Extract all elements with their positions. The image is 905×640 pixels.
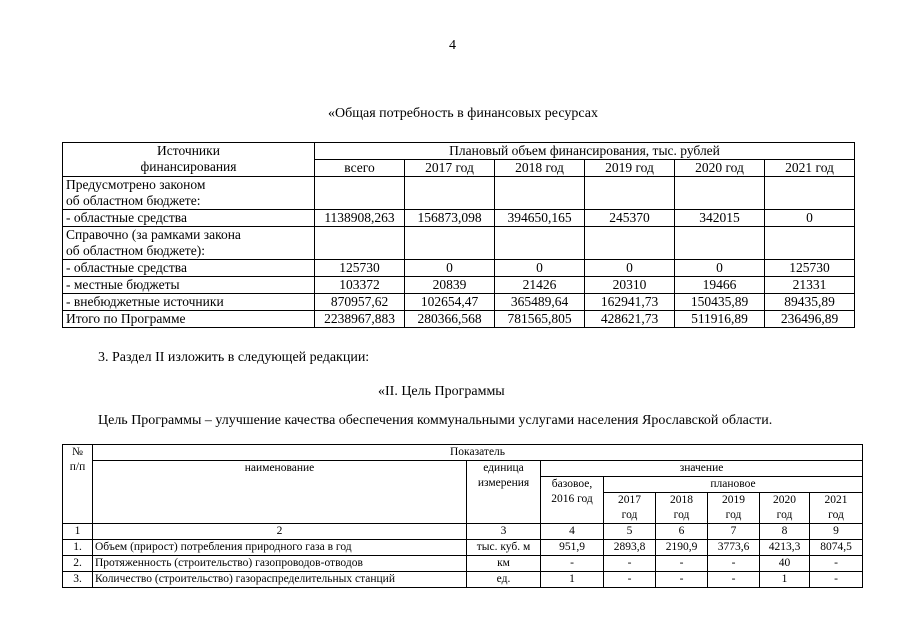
financing-source-label bbox=[63, 177, 315, 210]
financing-value: 21426 bbox=[495, 277, 585, 294]
financing-row bbox=[63, 177, 855, 210]
indicator-planned-value: - bbox=[810, 572, 863, 588]
financing-value bbox=[675, 227, 765, 260]
page-number: 4 bbox=[449, 38, 456, 53]
unit-header bbox=[467, 461, 541, 524]
indicator-name: Протяженность (строительство) газопроводов-отводов bbox=[93, 556, 467, 572]
column-number: 6 bbox=[656, 524, 708, 540]
value-header: значение bbox=[541, 461, 863, 477]
indicator-planned-value: - bbox=[708, 572, 760, 588]
financing-source-label-line: Итого по Программе bbox=[66, 311, 186, 326]
indicator-row bbox=[63, 556, 863, 572]
financing-row bbox=[63, 227, 855, 260]
year-header: 2018 год bbox=[495, 160, 585, 177]
financing-value bbox=[495, 227, 585, 260]
year-header: 2017 год bbox=[405, 160, 495, 177]
planned-year: 2017 bbox=[618, 494, 641, 506]
financing-value: 428621,73 bbox=[585, 311, 675, 328]
indicator-planned-value: 4213,3 bbox=[760, 540, 810, 556]
indicators-subheader-row bbox=[63, 461, 863, 477]
indicator-planned-value: - bbox=[604, 572, 656, 588]
plan-header: Плановый объем финансирования, тыс. рублей bbox=[315, 143, 855, 160]
financing-value: 342015 bbox=[675, 210, 765, 227]
year-header: 2020 год bbox=[675, 160, 765, 177]
financing-value: 0 bbox=[495, 260, 585, 277]
source-header-line2: финансирования bbox=[140, 159, 237, 174]
unit-header-line2: измерения bbox=[477, 477, 530, 489]
financing-value: 236496,89 bbox=[765, 311, 855, 328]
planned-year-header bbox=[760, 493, 810, 524]
financing-value: 21331 bbox=[765, 277, 855, 294]
financing-value: 125730 bbox=[315, 260, 405, 277]
total-header: всего bbox=[315, 160, 405, 177]
financing-row bbox=[63, 277, 855, 294]
financing-value: 394650,165 bbox=[495, 210, 585, 227]
financing-row bbox=[63, 260, 855, 277]
financing-value: 365489,64 bbox=[495, 294, 585, 311]
financing-value bbox=[405, 227, 495, 260]
indicator-name: Количество (строительство) газораспределительных станций bbox=[93, 572, 467, 588]
financing-value: 19466 bbox=[675, 277, 765, 294]
indicator-planned-value: 40 bbox=[760, 556, 810, 572]
year-header: 2021 год bbox=[765, 160, 855, 177]
planned-year-word: год bbox=[725, 509, 742, 521]
financing-source-label-line: об областном бюджете): bbox=[66, 243, 205, 258]
financing-value bbox=[765, 177, 855, 210]
column-number: 7 bbox=[708, 524, 760, 540]
financing-value: 870957,62 bbox=[315, 294, 405, 311]
indicator-unit: тыс. куб. м bbox=[467, 540, 541, 556]
financing-value: 2238967,883 bbox=[315, 311, 405, 328]
goal-title: «II. Цель Программы bbox=[378, 384, 505, 399]
indicator-unit: ед. bbox=[467, 572, 541, 588]
indicator-name: Объем (прирост) потребления природного газа в год bbox=[93, 540, 467, 556]
financing-value: 156873,098 bbox=[405, 210, 495, 227]
column-number: 4 bbox=[541, 524, 604, 540]
financing-value: 0 bbox=[585, 260, 675, 277]
financing-value: 20839 bbox=[405, 277, 495, 294]
financing-value: 150435,89 bbox=[675, 294, 765, 311]
source-header-line1: Источники bbox=[157, 143, 220, 158]
financing-value: 103372 bbox=[315, 277, 405, 294]
goal-text: Цель Программы – улучшение качества обеспечения коммунальными услугами населения Ярославской области. bbox=[98, 413, 773, 428]
financing-row bbox=[63, 294, 855, 311]
planned-year-header bbox=[656, 493, 708, 524]
num-header-line2: п/п bbox=[69, 461, 86, 473]
financing-source-label-line: об областном бюджете: bbox=[66, 193, 201, 208]
indicators-table bbox=[62, 444, 863, 588]
year-header: 2019 год bbox=[585, 160, 675, 177]
indicator-planned-value: - bbox=[604, 556, 656, 572]
num-header bbox=[63, 445, 93, 524]
financing-value: 245370 bbox=[585, 210, 675, 227]
planned-header: плановое bbox=[604, 477, 863, 493]
indicator-number: 1. bbox=[63, 540, 93, 556]
financing-row bbox=[63, 311, 855, 328]
indicators-header-row bbox=[63, 445, 863, 461]
financing-value bbox=[585, 177, 675, 210]
planned-year: 2018 bbox=[670, 494, 693, 506]
financing-value: 0 bbox=[765, 210, 855, 227]
indicator-number: 3. bbox=[63, 572, 93, 588]
financing-value bbox=[315, 177, 405, 210]
planned-year: 2020 bbox=[773, 494, 796, 506]
financing-value: 1138908,263 bbox=[315, 210, 405, 227]
planned-year: 2021 bbox=[824, 494, 848, 506]
financing-value: 89435,89 bbox=[765, 294, 855, 311]
indicator-planned-value: - bbox=[656, 572, 708, 588]
financing-value: 0 bbox=[405, 260, 495, 277]
column-number: 3 bbox=[467, 524, 541, 540]
base-header-line1: базовое, bbox=[551, 478, 593, 490]
indicator-number: 2. bbox=[63, 556, 93, 572]
financing-source-label bbox=[63, 260, 315, 277]
indicator-planned-value: 2190,9 bbox=[656, 540, 708, 556]
num-header-line1: № bbox=[72, 446, 83, 458]
indicator-base-value: 1 bbox=[541, 572, 604, 588]
column-number: 9 bbox=[810, 524, 863, 540]
column-number: 1 bbox=[63, 524, 93, 540]
financing-source-label-line: - местные бюджеты bbox=[66, 277, 180, 292]
base-header bbox=[541, 477, 604, 524]
planned-year-word: год bbox=[621, 509, 638, 521]
financing-value bbox=[405, 177, 495, 210]
financing-source-label bbox=[63, 277, 315, 294]
indicator-planned-value: 1 bbox=[760, 572, 810, 588]
financing-source-label-line: Справочно (за рамками закона bbox=[66, 227, 241, 242]
column-number: 5 bbox=[604, 524, 656, 540]
financing-source-label bbox=[63, 311, 315, 328]
unit-header-line1: единица bbox=[483, 462, 524, 474]
financing-value: 511916,89 bbox=[675, 311, 765, 328]
indicator-planned-value: 8074,5 bbox=[810, 540, 863, 556]
indicators-column-numbers-row bbox=[63, 524, 863, 540]
section-note: 3. Раздел II изложить в следующей редакции: bbox=[98, 350, 370, 365]
financing-value: 162941,73 bbox=[585, 294, 675, 311]
financing-value bbox=[315, 227, 405, 260]
financing-value bbox=[675, 177, 765, 210]
financing-value: 0 bbox=[675, 260, 765, 277]
financing-header-row bbox=[63, 143, 855, 160]
name-header: наименование bbox=[93, 461, 467, 524]
indicator-row bbox=[63, 572, 863, 588]
financing-value: 781565,805 bbox=[495, 311, 585, 328]
planned-year-word: год bbox=[828, 509, 844, 521]
financing-value: 20310 bbox=[585, 277, 675, 294]
planned-year-word: год bbox=[673, 509, 690, 521]
column-number: 2 bbox=[93, 524, 467, 540]
indicator-unit: км bbox=[467, 556, 541, 572]
financing-source-label-line: Предусмотрено законом bbox=[66, 177, 206, 192]
financing-source-label-line: - областные средства bbox=[66, 260, 187, 275]
indicator-planned-value: 2893,8 bbox=[604, 540, 656, 556]
financing-source-label bbox=[63, 294, 315, 311]
column-number: 8 bbox=[760, 524, 810, 540]
financing-source-label-line: - внебюджетные источники bbox=[66, 294, 224, 309]
planned-year-header bbox=[810, 493, 863, 524]
financing-source-label bbox=[63, 227, 315, 260]
indicator-header: Показатель bbox=[93, 445, 863, 461]
source-header bbox=[63, 143, 315, 177]
indicator-planned-value: 3773,6 bbox=[708, 540, 760, 556]
financing-row bbox=[63, 210, 855, 227]
financing-value bbox=[765, 227, 855, 260]
financing-source-label bbox=[63, 210, 315, 227]
financing-source-label-line: - областные средства bbox=[66, 210, 187, 225]
financing-table bbox=[62, 142, 855, 328]
financing-value: 125730 bbox=[765, 260, 855, 277]
base-header-line2: 2016 год bbox=[551, 493, 593, 505]
indicator-planned-value: - bbox=[810, 556, 863, 572]
planned-year-word: год bbox=[776, 509, 793, 521]
planned-year-header bbox=[708, 493, 760, 524]
planned-year-header bbox=[604, 493, 656, 524]
planned-year: 2019 bbox=[722, 494, 745, 506]
indicator-planned-value: - bbox=[656, 556, 708, 572]
financing-title: «Общая потребность в финансовых ресурсах bbox=[328, 106, 598, 121]
financing-value: 280366,568 bbox=[405, 311, 495, 328]
indicator-planned-value: - bbox=[708, 556, 760, 572]
financing-value bbox=[495, 177, 585, 210]
indicator-base-value: 951,9 bbox=[541, 540, 604, 556]
financing-value: 102654,47 bbox=[405, 294, 495, 311]
financing-value bbox=[585, 227, 675, 260]
indicator-row bbox=[63, 540, 863, 556]
indicator-base-value: - bbox=[541, 556, 604, 572]
